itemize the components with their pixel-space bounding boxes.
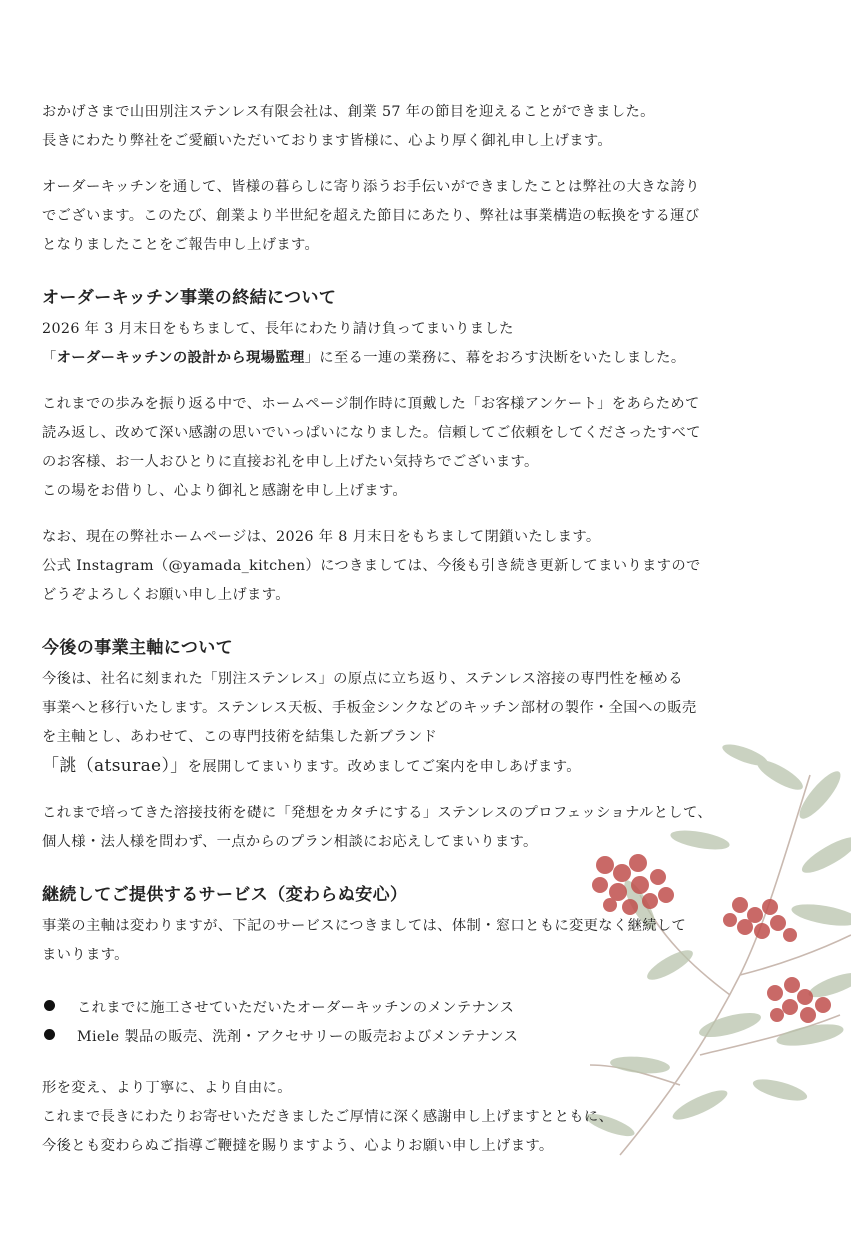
section3-paragraph-1: 事業の主軸は変わりますが、下記のサービスにつきましては、体制・窓口ともに変更なく継続して まいります。 <box>42 918 687 963</box>
list-item: Miele 製品の販売、洗剤・アクセサリーの販売およびメンテナンス <box>42 1023 832 1052</box>
list-item: これまでに施工させていただいたオーダーキッチンのメンテナンス <box>42 994 832 1023</box>
service-list <box>42 994 832 1052</box>
bullet-icon <box>44 1000 55 1011</box>
section2-paragraph-1: 今後は、社名に刻まれた「別注ステンレス」の原点に立ち返り、ステンレス溶接の専門性を極める 事業へと移行いたします。ステンレス天板、手板金シンクなどのキッチン部材の製作・全国への販売 を主軸とし、あわせて、この専門技術を結集した新ブランド 「誂（atsurae）」を展開してまいります。改めましてご案内を申しあげます。 <box>42 671 697 776</box>
intro-paragraph-1: おかげさまで山田別注ステンレス有限会社は、創業 57 年の節目を迎えることができました。 長きにわたり弊社をご愛顧いただいております皆様に、心より厚く御礼申し上げます。 <box>42 104 655 149</box>
section2-paragraph-2: これまで培ってきた溶接技術を礎に「発想をカタチにする」ステンレスのプロフェッショナルとして、 個人様・法人様を問わず、一点からのプラン相談にお応えしてまいります。 <box>42 805 712 850</box>
section1-paragraph-2: これまでの歩みを振り返る中で、ホームページ制作時に頂戴した「お客様アンケート」をあらためて 読み返し、改めて深い感謝の思いでいっぱいになりました。信頼してご依頼をしてくださったすべて のお客様、お一人おひとりに直接お礼を申し上げたい気持ちでございます。 この場をお借りし、心より御礼と感謝を申し上げます。 <box>42 396 701 499</box>
section1-paragraph-1: 2026 年 3 月末日をもちまして、長年にわたり請け負ってまいりました 「オーダーキッチンの設計から現場監理」に至る一連の業務に、幕をおろす決断をいたしました。 <box>42 321 686 366</box>
section-heading-continued-services: 継続してご提供するサービス（変わらぬ安心） <box>42 885 408 905</box>
emphasis-text: オーダーキッチンの設計から現場監理 <box>56 350 305 366</box>
letter-content <box>42 98 832 1178</box>
bullet-icon <box>44 1029 55 1040</box>
section1-paragraph-3: なお、現在の弊社ホームページは、2026 年 8 月末日をもちまして閉鎖いたします。 公式 Instagram（@yamada_kitchen）につきましては、今後も引き続き更新してまいりますので どうぞよろしくお願い申し上げます。 <box>42 529 701 603</box>
closing-paragraph: 形を変え、より丁寧に、より自由に。 これまで長きにわたりお寄せいただきましたご厚情に深く感謝申し上げますとともに、 今後とも変わらぬご指導ご鞭撻を賜りますよう、心よりお願い申し上げます。 <box>42 1080 614 1154</box>
brand-name: 「誂（atsurae）」 <box>42 756 188 776</box>
section-heading-kitchen-closure: オーダーキッチン事業の終結について <box>42 288 337 308</box>
section-heading-future-business: 今後の事業主軸について <box>42 638 234 658</box>
intro-paragraph-2: オーダーキッチンを通して、皆様の暮らしに寄り添うお手伝いができましたことは弊社の大きな誇り でございます。このたび、創業より半世紀を超えた節目にあたり、弊社は事業構造の転換をする運び となりましたことをご報告申し上げます。 <box>42 179 700 253</box>
